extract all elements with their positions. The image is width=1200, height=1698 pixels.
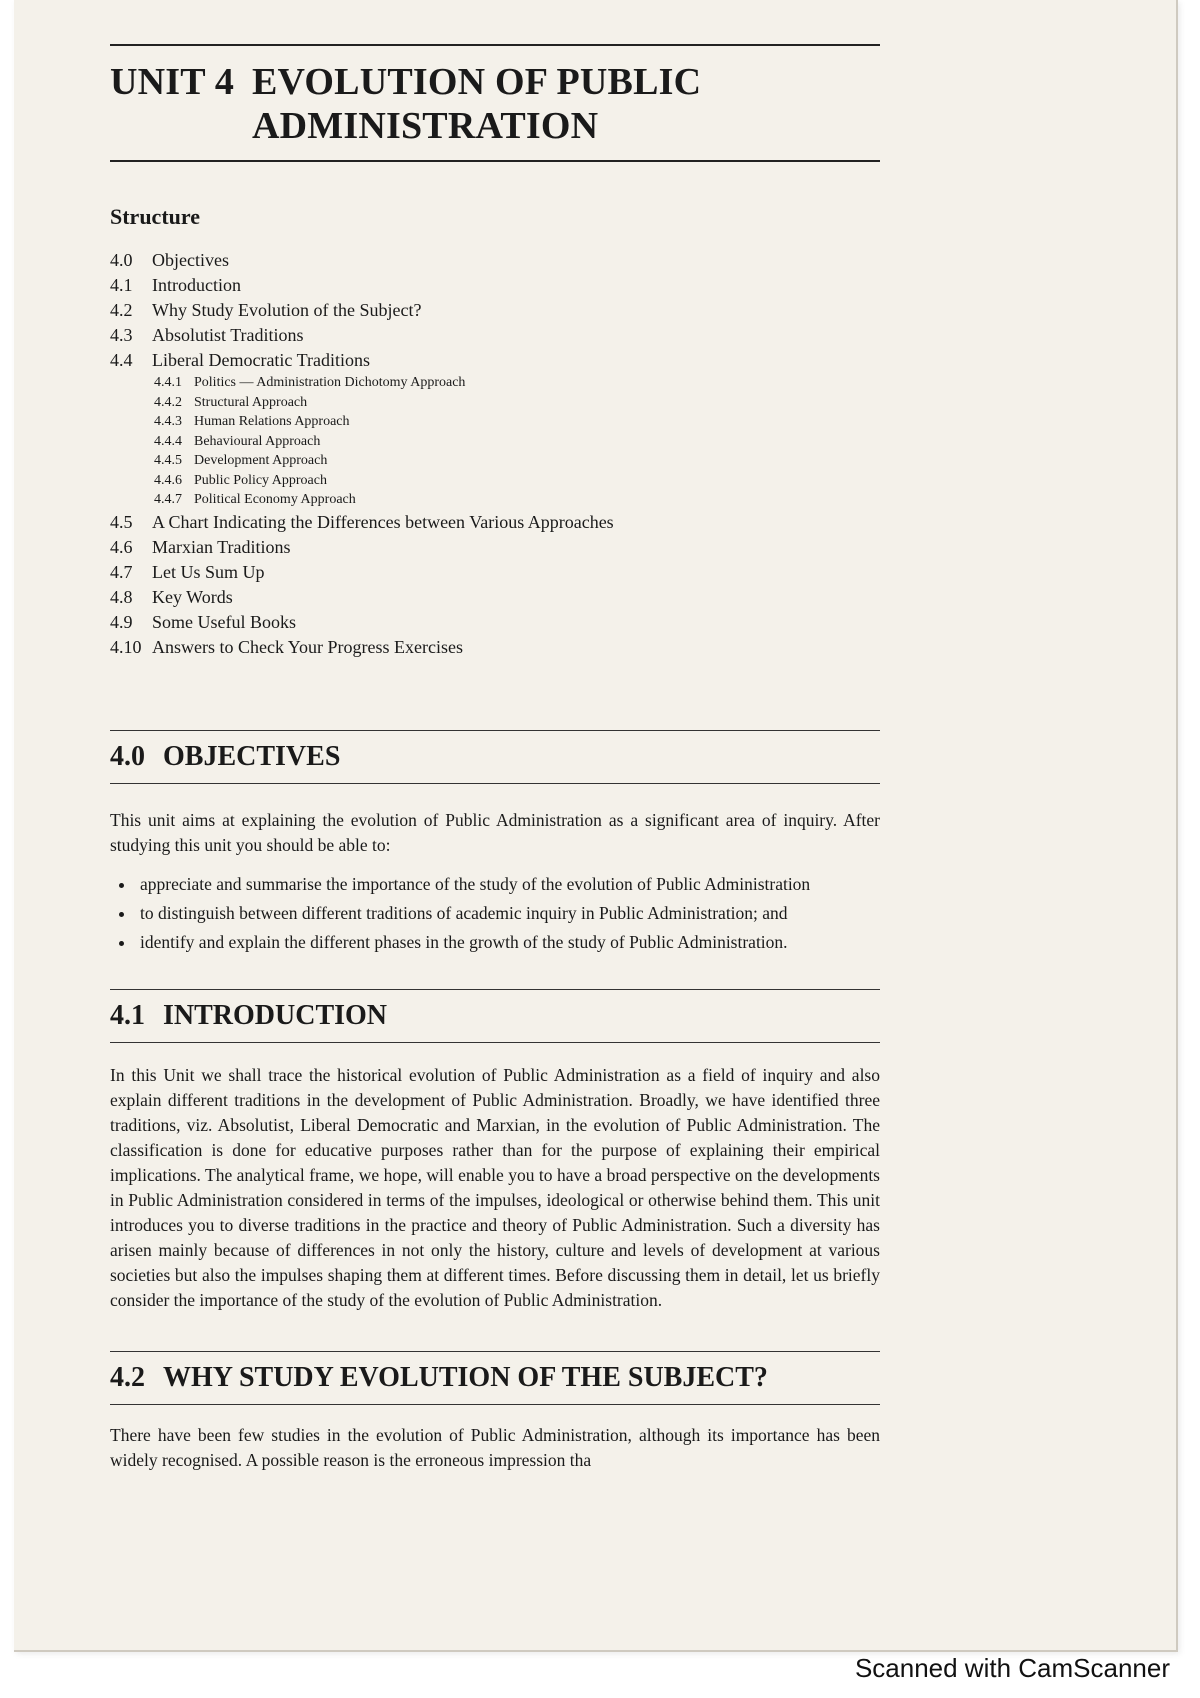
toc-subitem xyxy=(110,393,880,413)
why-study-number: 4.2 xyxy=(110,1361,145,1393)
toc-subitem xyxy=(110,412,880,432)
toc-subitem xyxy=(110,432,880,452)
introduction-text: In this Unit we shall trace the historical evolution of Public Administration as a field of inquiry and also explain different traditions in the development of Public Administration. Broadly, we have identified three traditions, viz. Absolutist, Liberal Democratic and Marxian, in the evolution of Public Administration. The classification is done for educative purposes rather than for the purpose of explaining their empirical implications. The analytical frame, we hope, will enable you to have a broad perspective on the developments in Public Administration considered in terms of the impulses, ideological or otherwise behind them. This unit introduces you to diverse traditions in the practice and theory of Public Administration. Such a diversity has arisen mainly because of differences in not only the history, culture and levels of development at various societies but also the impulses shaping them at different times. Before discussing them in detail, let us briefly consider the importance of the study of the evolution of Public Administration. xyxy=(110,1064,880,1310)
unit-title-text xyxy=(252,60,701,148)
objectives-number: 4.0 xyxy=(110,740,145,772)
toc-item xyxy=(110,560,880,585)
toc-number: 4.3 xyxy=(110,325,133,345)
toc-subitem xyxy=(110,471,880,491)
why-study-title: WHY STUDY EVOLUTION OF THE SUBJECT? xyxy=(163,1361,768,1393)
why-study-bottom-rule xyxy=(110,1404,880,1405)
toc-label: Marxian Traditions xyxy=(152,536,291,557)
toc-label: Human Relations Approach xyxy=(194,414,350,429)
toc-item xyxy=(110,610,880,635)
toc-label: A Chart Indicating the Differences between Various Approaches xyxy=(152,511,614,532)
toc-item xyxy=(110,635,880,660)
introduction-number: 4.1 xyxy=(110,999,145,1031)
toc-item xyxy=(110,273,880,298)
toc-number: 4.4.2 xyxy=(154,394,182,410)
toc-number: 4.4.6 xyxy=(154,472,182,488)
toc-item xyxy=(110,298,880,323)
toc-label: Structural Approach xyxy=(194,394,308,410)
toc-number: 4.5 xyxy=(110,511,133,532)
structure-heading: Structure xyxy=(110,204,201,229)
page-content xyxy=(110,0,880,1473)
toc-item xyxy=(110,323,880,348)
unit-title xyxy=(110,60,880,148)
toc-number: 4.1 xyxy=(110,275,133,295)
toc-label: Some Useful Books xyxy=(152,611,296,632)
objectives-heading xyxy=(110,731,880,783)
why-study-text: There have been few studies in the evolution of Public Administration, although its importance has been widely recognised. A possible reason is the erroneous impression tha xyxy=(110,1424,880,1470)
introduction-heading xyxy=(110,990,880,1042)
toc-label: Why Study Evolution of the Subject? xyxy=(152,300,422,320)
toc-subitem xyxy=(110,373,880,393)
toc-label: Behavioural Approach xyxy=(194,433,321,449)
toc-item xyxy=(110,348,880,373)
toc-number: 4.8 xyxy=(110,586,133,607)
toc-number: 4.4.5 xyxy=(154,453,182,468)
camscanner-watermark: Scanned with CamScanner xyxy=(854,1653,1170,1683)
toc-label: Liberal Democratic Traditions xyxy=(152,350,370,370)
toc-label: Development Approach xyxy=(194,453,328,468)
objectives-intro: This unit aims at explaining the evolution of Public Administration as a significant area of inquiry. After studying this unit you should be able to: xyxy=(110,809,880,855)
toc-label: Objectives xyxy=(152,250,229,270)
toc-number: 4.4.7 xyxy=(154,492,182,507)
objective-bullet: • identify and explain the different phases in the growth of the study of Public Administration. xyxy=(136,930,880,955)
toc-subitem xyxy=(110,490,880,510)
toc-number: 4.7 xyxy=(110,561,133,582)
toc-number: 4.4.4 xyxy=(154,433,182,449)
unit-number: UNIT 4 xyxy=(110,61,235,103)
toc-item xyxy=(110,535,880,560)
structure-list xyxy=(110,248,880,660)
toc-number: 4.4 xyxy=(110,350,133,370)
top-rule xyxy=(110,44,880,46)
introduction-bottom-rule xyxy=(110,1042,880,1043)
toc-number: 4.6 xyxy=(110,536,133,557)
toc-label: Political Economy Approach xyxy=(194,492,356,507)
toc-number: 4.4.3 xyxy=(154,414,182,429)
unit-title-line1: EVOLUTION OF PUBLIC xyxy=(252,61,702,103)
toc-number: 4.9 xyxy=(110,611,133,632)
scanned-page xyxy=(14,0,1178,1652)
objectives-bullets xyxy=(110,872,880,955)
toc-label: Introduction xyxy=(152,275,241,295)
toc-item xyxy=(110,510,880,535)
toc-number: 4.2 xyxy=(110,300,133,320)
introduction-title: INTRODUCTION xyxy=(163,999,388,1031)
toc-label: Absolutist Traditions xyxy=(152,325,304,345)
objectives-bottom-rule xyxy=(110,783,880,784)
title-bottom-rule xyxy=(110,160,880,162)
toc-label: Answers to Check Your Progress Exercises xyxy=(152,636,463,657)
objective-bullet: • appreciate and summarise the importance of the study of the evolution of Public Administration xyxy=(136,872,880,897)
toc-number: 4.10 xyxy=(110,636,142,657)
toc-subitem xyxy=(110,451,880,471)
objectives-title: OBJECTIVES xyxy=(163,740,341,772)
toc-item xyxy=(110,248,880,273)
objective-bullet: • to distinguish between different traditions of academic inquiry in Public Administration; and xyxy=(136,901,880,926)
toc-number: 4.4.1 xyxy=(154,375,182,390)
toc-label: Politics — Administration Dichotomy Approach xyxy=(194,375,466,390)
toc-number: 4.0 xyxy=(110,250,133,270)
toc-label: Let Us Sum Up xyxy=(152,561,265,582)
toc-label: Public Policy Approach xyxy=(194,472,327,488)
toc-label: Key Words xyxy=(152,586,233,607)
unit-title-line2: ADMINISTRATION xyxy=(252,105,599,147)
toc-item xyxy=(110,585,880,610)
why-study-heading xyxy=(110,1352,880,1404)
